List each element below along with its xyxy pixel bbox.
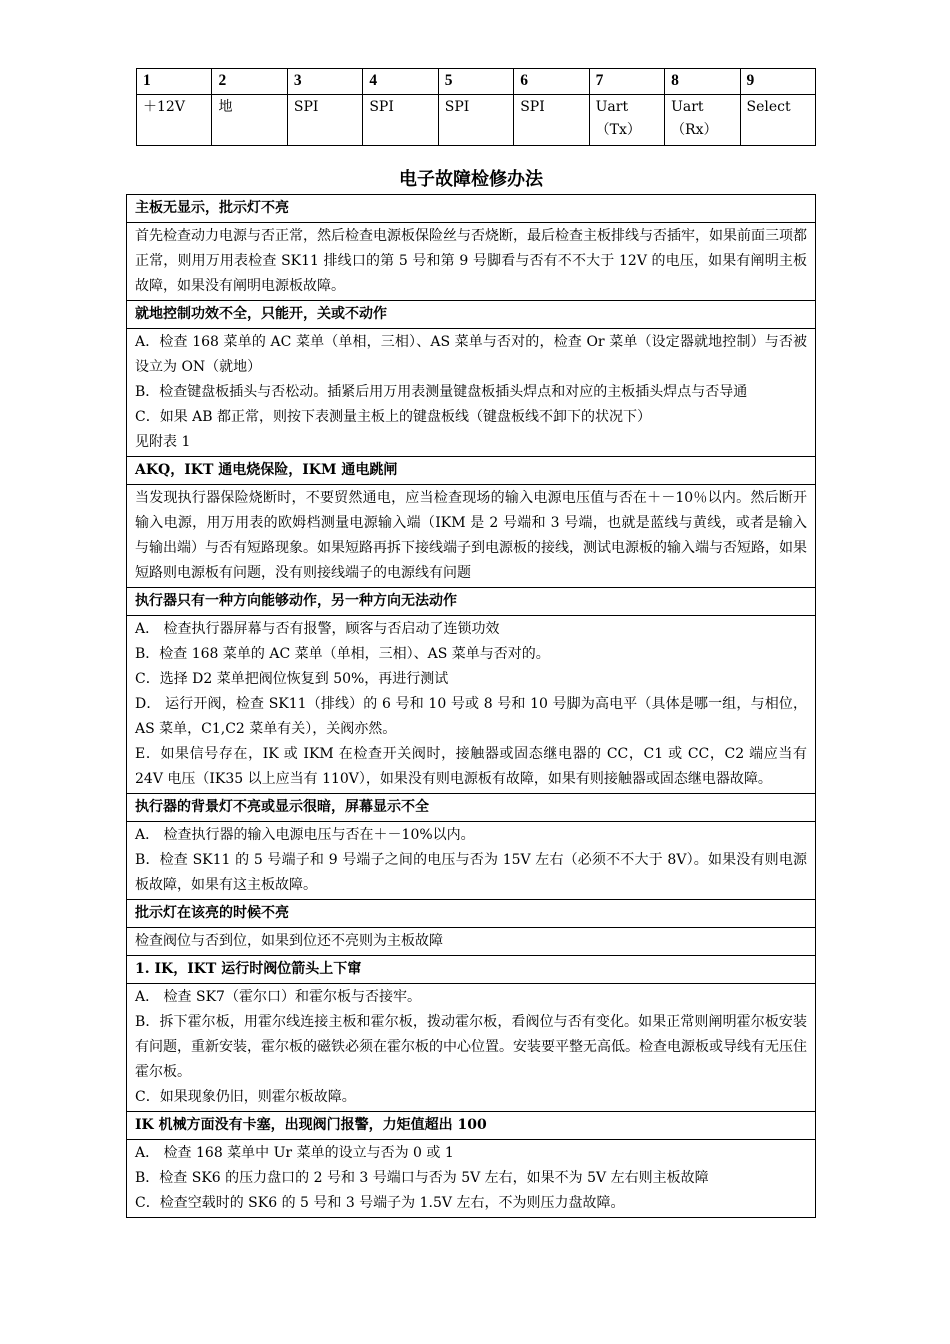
repair-step: D． 运行开阀，检查 SK11（排线）的 6 号和 10 号或 8 号和 10 号脚为高电平（具体是哪一组，与相位，AS 菜单，C1,C2 菜单有关），关阀亦然。 — [135, 696, 807, 737]
pin-function: SPI — [514, 95, 589, 146]
fault-heading: AKQ，IKT 通电烧保险，IKM 通电跳闸 — [127, 457, 816, 485]
fault-content-row — [127, 485, 816, 588]
pin-number: 2 — [212, 69, 287, 95]
repair-step: B．检查 SK6 的压力盘口的 2 号和 3 号端口与否为 5V 左右，如果不为 5V 左右则主板故障 — [135, 1170, 709, 1186]
fault-heading: 主板无显示，批示灯不亮 — [127, 195, 816, 223]
fault-content — [127, 223, 816, 301]
pin-number: 5 — [438, 69, 513, 95]
repair-step: A． 检查 SK7（霍尔口）和霍尔板与否接牢。 — [135, 989, 421, 1005]
pin-function: ＋12V — [137, 95, 212, 146]
repair-step: C．检查空载时的 SK6 的 5 号和 3 号端子为 1.5V 左右，不为则压力盘故障。 — [135, 1195, 625, 1211]
fault-heading-row — [127, 900, 816, 928]
fault-heading-row — [127, 1112, 816, 1140]
repair-step: E．如果信号存在，IK 或 IKM 在检查开关阀时，接触器或固态继电器的 CC，C1 或 CC，C2 端应当有 24V 电压（IK35 以上应当有 110V），如果没有则电源板有故障，如果有则接触器或固态继电器故障。 — [135, 746, 807, 787]
fault-heading-row — [127, 588, 816, 616]
fault-heading-row — [127, 195, 816, 223]
fault-content-row — [127, 822, 816, 900]
fault-content-row — [127, 1140, 816, 1218]
repair-step: 见附表 1 — [135, 434, 191, 450]
fault-content — [127, 822, 816, 900]
pin-number: 9 — [740, 69, 816, 95]
pin-function: Uart（Rx） — [665, 95, 740, 146]
document-title: 电子故障检修办法 — [399, 169, 543, 190]
fault-content-row — [127, 329, 816, 457]
fault-heading-row — [127, 956, 816, 984]
repair-step: A．检查 168 菜单的 AC 菜单（单相，三相）、AS 菜单与否对的，检查 Or 菜单（设定器就地控制）与否被设立为 ON（就地） — [135, 334, 807, 375]
fault-heading: 1. IK，IKT 运行时阀位箭头上下窜 — [127, 956, 816, 984]
fault-content-row — [127, 616, 816, 794]
fault-heading: 批示灯在该亮的时候不亮 — [127, 900, 816, 928]
repair-step: B．拆下霍尔板，用霍尔线连接主板和霍尔板，拨动霍尔板，看阀位与否有变化。如果正常则阐明霍尔板安装有问题，重新安装，霍尔板的磁铁必须在霍尔板的中心位置。安装要平整无高低。检查电源板或导线有无压住霍尔板。 — [135, 1014, 807, 1080]
pin-function: SPI — [363, 95, 438, 146]
pin-number: 1 — [137, 69, 212, 95]
repair-step: 检查阀位与否到位，如果到位还不亮则为主板故障 — [135, 933, 443, 949]
fault-content — [127, 485, 816, 588]
pin-number: 6 — [514, 69, 589, 95]
pin-number: 8 — [665, 69, 740, 95]
fault-heading: IK 机械方面没有卡塞，出现阀门报警，力矩值超出 100 — [127, 1112, 816, 1140]
pin-function: 地 — [212, 95, 287, 146]
pin-function: Uart（Tx） — [589, 95, 664, 146]
fault-heading: 执行器只有一种方向能够动作，另一种方向无法动作 — [127, 588, 816, 616]
repair-step: A． 检查执行器的输入电源电压与否在＋－10%以内。 — [135, 827, 475, 843]
repair-step: A． 检查执行器屏幕与否有报警，顾客与否启动了连锁功效 — [135, 621, 500, 637]
fault-content — [127, 1140, 816, 1218]
pin-function-row — [137, 95, 816, 146]
repair-step: 首先检查动力电源与否正常，然后检查电源板保险丝与否烧断，最后检查主板排线与否插牢，如果前面三项都正常，则用万用表检查 SK11 排线口的第 5 号和第 9 号脚看与否有不不大于 12V 的电压，如果有阐明主板故障，如果没有阐明电源板故障。 — [135, 228, 807, 294]
fault-heading-row — [127, 794, 816, 822]
pin-number-row — [137, 69, 816, 95]
fault-table-body — [127, 195, 816, 1218]
repair-step: B．检查 168 菜单的 AC 菜单（单相，三相）、AS 菜单与否对的。 — [135, 646, 550, 662]
fault-content-row — [127, 984, 816, 1112]
fault-content — [127, 329, 816, 457]
pin-table — [136, 68, 816, 146]
fault-heading-row — [127, 301, 816, 329]
fault-heading-row — [127, 457, 816, 485]
pin-number: 7 — [589, 69, 664, 95]
repair-step: C．如果 AB 都正常，则按下表测量主板上的键盘板线（键盘板线不卸下的状况下） — [135, 409, 652, 425]
pin-function: Select — [740, 95, 816, 146]
repair-step: A． 检查 168 菜单中 Ur 菜单的设立与否为 0 或 1 — [135, 1145, 454, 1161]
fault-content — [127, 616, 816, 794]
fault-content — [127, 984, 816, 1112]
repair-step: C．选择 D2 菜单把阀位恢复到 50%，再进行测试 — [135, 671, 449, 687]
fault-content-row — [127, 223, 816, 301]
pin-function: SPI — [287, 95, 362, 146]
fault-heading: 就地控制功效不全，只能开，关或不动作 — [127, 301, 816, 329]
fault-heading: 执行器的背景灯不亮或显示很暗，屏幕显示不全 — [127, 794, 816, 822]
repair-step: C．如果现象仍旧，则霍尔板故障。 — [135, 1089, 356, 1105]
pin-function: SPI — [438, 95, 513, 146]
pin-number: 4 — [363, 69, 438, 95]
repair-step: 当发现执行器保险烧断时，不要贸然通电，应当检查现场的输入电源电压值与否在＋－10％以内。然后断开输入电源，用万用表的欧姆档测量电源输入端（IKM 是 2 号端和 3 号端，也就是蓝线与黄线，或者是输入与输出端）与否有短路现象。如果短路再拆下接线端子到电源板的接线，测试电源板的输入端与否短路，如果短路则电源板有问题，没有则接线端子的电源线有问题 — [135, 490, 807, 581]
repair-step: B．检查键盘板插头与否松动。插紧后用万用表测量键盘板插头焊点和对应的主板插头焊点与否导通 — [135, 384, 748, 400]
fault-content-row — [127, 928, 816, 956]
fault-content — [127, 928, 816, 956]
repair-step: B．检查 SK11 的 5 号端子和 9 号端子之间的电压与否为 15V 左右（必须不不大于 8V）。如果没有则电源板故障，如果有这主板故障。 — [135, 852, 807, 893]
fault-repair-table — [126, 194, 816, 1218]
pin-number: 3 — [287, 69, 362, 95]
